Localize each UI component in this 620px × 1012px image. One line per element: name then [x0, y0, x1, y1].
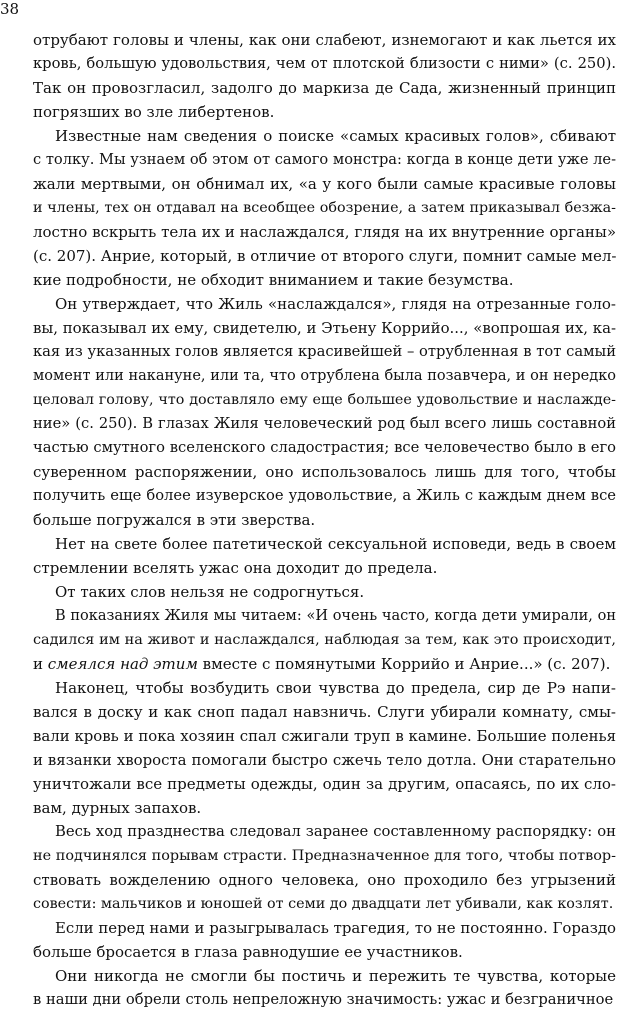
text-line: [33, 28, 616, 52]
page-number: 38: [0, 0, 20, 18]
text-line: [33, 292, 616, 316]
text-line: [33, 364, 616, 388]
line-text: уничтожали все предметы одежды, один за другим, опасаясь, по их сло-: [33, 775, 616, 793]
line-text: Известные нам сведения о поиске «самых красивых голов», сбивают: [55, 127, 616, 145]
text-line: [33, 820, 616, 844]
line-text: кие подробности, не обходит вниманием и такие безумства.: [33, 271, 514, 289]
text-line: [33, 76, 616, 100]
text-line: [33, 628, 616, 652]
line-text: Он утверждает, что Жиль «наслаждался», глядя на отрезанные голо-: [55, 295, 616, 313]
line-text: больше погружался в эти зверства.: [33, 511, 316, 529]
line-text: Они никогда не смогли бы постичь и пережить те чувства, которые: [55, 967, 616, 985]
line-text: погрязших во зле либертенов.: [33, 103, 275, 121]
text-line: [33, 172, 616, 196]
text-line: [33, 484, 616, 508]
line-text: кая из указанных голов является красивейшей – отрубленная в тот самый: [33, 343, 616, 360]
line-text: совести: мальчиков и юношей от семи до двадцати лет убивали, как козлят.: [33, 896, 614, 912]
text-line: [33, 340, 616, 364]
text-line: [33, 388, 616, 412]
line-text: Весь ход празднества следовал заранее составленному распорядку: он: [55, 823, 616, 840]
text-line: [33, 892, 616, 916]
line-text: кровь, большую удовольствия, чем от плотской близости с ними» (с. 250).: [33, 55, 616, 72]
line-text: и вязанки хвороста помогали быстро сжечь тело дотла. Они старательно: [33, 751, 616, 769]
line-text: получить еще более изуверское удовольствие, а Жиль с каждым днем все: [33, 487, 616, 504]
text-line: [33, 580, 616, 604]
line-text: ствовать вожделению одного человека, оно проходило без угрызений: [33, 871, 616, 889]
line-text: (с. 207). Анрие, который, в отличие от второго слуги, помнит самые мел-: [33, 247, 616, 265]
line-text-after: вместе с помянутыми Коррийо и Анрие...» (с. 207).: [197, 655, 611, 673]
text-line: [33, 748, 616, 772]
line-text: Нет на свете более патетической сексуальной исповеди, ведь в своем: [55, 535, 616, 553]
line-text: с толку. Мы узнаем об этом от самого монстра: когда в конце дети уже ле-: [33, 151, 616, 168]
line-text: вам, дурных запахов.: [33, 799, 202, 817]
text-line: [33, 148, 616, 172]
text-line: [33, 124, 616, 148]
line-text: Так он провозгласил, задолго до маркиза де Сада, жизненный принцип: [33, 79, 616, 97]
line-text: отрубают головы и члены, как они слабеют, изнемогают и как льется их: [33, 31, 616, 49]
line-text: лостно вскрыть тела их и наслаждался, глядя на их внутренние органы»: [33, 223, 616, 241]
line-text: момент или накануне, или та, что отрублена была позавчера, и он нередко: [33, 368, 616, 384]
line-text: садился им на живот и наслаждался, наблюдая за тем, как это происходит,: [33, 632, 616, 648]
text-line: [33, 988, 616, 1012]
text-line: [33, 964, 616, 988]
text-line: [33, 508, 616, 532]
line-text: частью смутного вселенского сладострастия; все человечество было в его: [33, 439, 616, 456]
text-line: [33, 940, 616, 964]
text-line: [33, 436, 616, 460]
line-text: ние» (с. 250). В глазах Жиля человеческий род был всего лишь составной: [33, 415, 616, 432]
line-text: целовал голову, что доставляло ему еще большее удовольствие и наслажде-: [33, 392, 616, 408]
line-text: суверенном распоряжении, оно использовалось лишь для того, чтобы: [33, 463, 616, 481]
text-line: [33, 724, 616, 748]
line-text: стремлении вселять ужас она доходит до предела.: [33, 559, 438, 577]
text-line: [33, 652, 616, 676]
text-line: [33, 220, 616, 244]
text-line: [33, 916, 616, 940]
text-line: [33, 676, 616, 700]
line-text: в наши дни обрели столь непреложную значимость: ужас и безграничное: [33, 991, 614, 1008]
line-text: Наконец, чтобы возбудить свои чувства до предела, сир де Рэ напи-: [55, 679, 616, 697]
text-line: [33, 100, 616, 124]
text-line: [33, 52, 616, 76]
text-line: [33, 700, 616, 724]
line-text: От таких слов нельзя не содрогнуться.: [55, 583, 365, 601]
line-text: и: [33, 655, 48, 673]
text-line: [33, 772, 616, 796]
text-line: [33, 412, 616, 436]
text-line: [33, 244, 616, 268]
text-line: [33, 316, 616, 340]
line-text: В показаниях Жиля мы читаем: «И очень часто, когда дети умирали, он: [55, 608, 616, 624]
text-line: [33, 556, 616, 580]
text-line: [33, 268, 616, 292]
line-text: вали кровь и пока хозяин спал сжигали труп в камине. Большие поленья: [33, 727, 616, 745]
text-line: [33, 532, 616, 556]
text-line: [33, 196, 616, 220]
line-text: Если перед нами и разыгрывалась трагедия, то не постоянно. Гораздо: [55, 919, 616, 937]
text-line: [33, 796, 616, 820]
line-text: не подчинялся порывам страсти. Предназначенное для того, чтобы потвор-: [33, 848, 616, 864]
line-text: жали мертвыми, он обнимал их, «а у кого были самые красивые головы: [33, 175, 616, 193]
text-line: [33, 604, 616, 628]
emphasized-text: смеялся над этим: [47, 655, 198, 673]
text-line: [33, 460, 616, 484]
body-text: [33, 28, 616, 1012]
line-text: больше бросается в глаза равнодушие ее участников.: [33, 943, 463, 961]
line-text: и члены, тех он отдавал на всеобщее обозрение, а затем приказывал безжа-: [33, 200, 616, 216]
line-text: вы, показывал их ему, свидетелю, и Этьену Коррийо..., «вопрошая их, ка-: [33, 319, 616, 337]
text-line: [33, 868, 616, 892]
line-text: вался в доску и как сноп падал навзничь. Слуги убирали комнату, смы-: [33, 703, 616, 721]
text-line: [33, 844, 616, 868]
